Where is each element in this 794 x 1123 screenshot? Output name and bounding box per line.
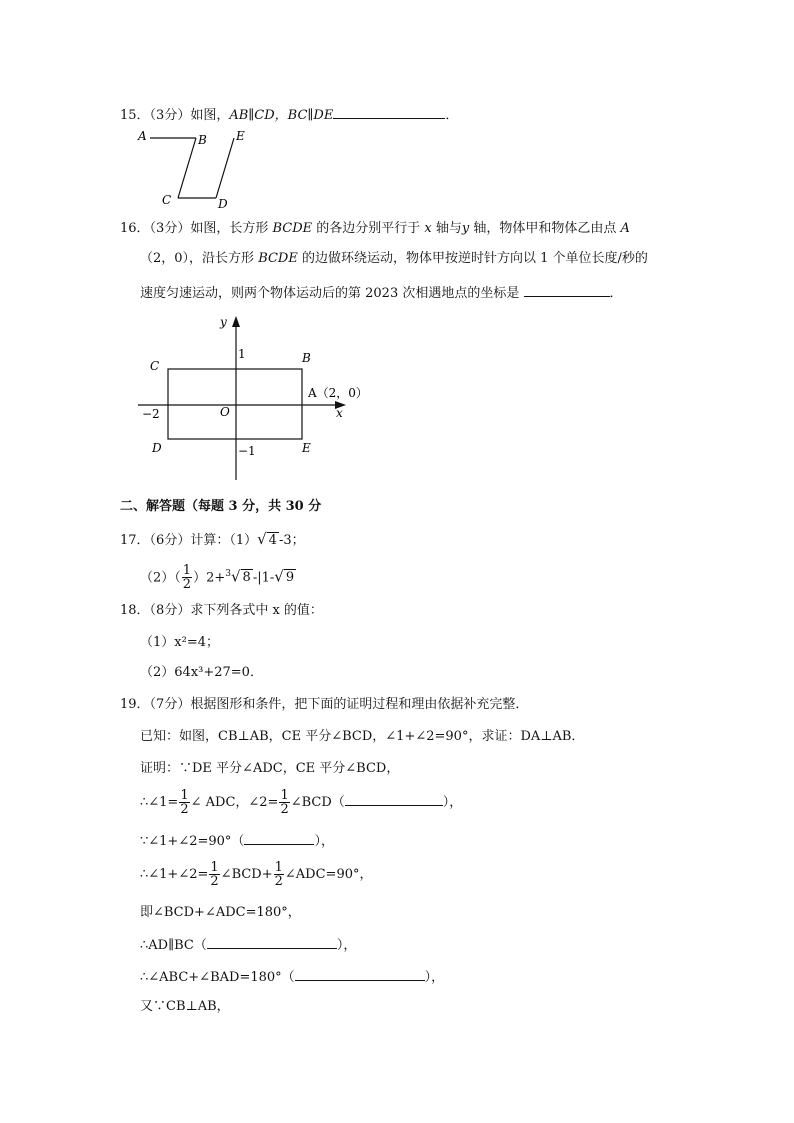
tick-neg2: −2 <box>142 407 160 421</box>
q19-blank-1[interactable] <box>345 791 443 806</box>
q17-line2: （2）（ $\frac{1}{2}$ ）2+$^3$√ 8 -|1-√ 9 <box>140 563 295 593</box>
segment-de <box>216 138 234 198</box>
q15-figure <box>130 126 250 212</box>
q18-part1: （1）x²=4； <box>140 635 219 650</box>
q19-line6: ∴∠ABC+∠BAD=180°（ ）， <box>140 966 444 987</box>
q19-line5: ∴AD∥BC（ ）， <box>140 934 356 955</box>
segment-bc <box>178 138 196 198</box>
q19-blank-4[interactable] <box>295 966 425 981</box>
label-d: D <box>218 197 228 211</box>
q16-answer-blank[interactable] <box>524 282 610 297</box>
tick-neg1: −1 <box>238 444 256 458</box>
label-e: E <box>302 441 311 455</box>
q19-line3: ∴∠1+∠2= $\frac{1}{2}$ ∠BCD+ $\frac{1}{2}$ ∠ADC=90°， <box>140 860 373 889</box>
q19-title: 19．（7分）根据图形和条件，把下面的证明过程和理由依据补充完整． <box>120 697 529 712</box>
q16-line2: （2，0），沿长方形 BCDE 的边做环绕运动，物体甲按逆时针方向以 1 个单位长度/秒的 <box>140 251 648 266</box>
tick-1: 1 <box>238 347 246 361</box>
q15-answer-blank[interactable] <box>333 104 445 119</box>
label-a-point: A（2，0） <box>308 386 368 400</box>
q19-line2: ∵∠1+∠2=90°（ ）， <box>140 830 334 851</box>
origin-label: O <box>220 405 230 419</box>
q19-line7: 又∵CB⊥AB， <box>140 999 230 1014</box>
q15-text: 15．（3分）如图，AB∥CD，BC∥DE ． <box>120 104 458 125</box>
q19-blank-2[interactable] <box>244 830 314 845</box>
q19-blank-3[interactable] <box>207 934 337 949</box>
label-c: C <box>150 359 160 373</box>
label-b: B <box>302 351 311 365</box>
q16-coordinate-figure <box>130 312 380 484</box>
q16-line1: 16．（3分）如图，长方形 BCDE 的各边分别平行于 x 轴与y 轴，物体甲和物体乙由点 A <box>120 221 630 236</box>
rectangle-bcde <box>168 369 302 439</box>
q17-line1: 17．（6分）计算：（1）√ 4 -3； <box>120 530 305 548</box>
q18-part2: （2）64x³+27=0． <box>140 665 263 680</box>
q19-given: 已知：如图，CB⊥AB，CE 平分∠BCD，∠1+∠2=90°，求证：DA⊥AB． <box>140 729 585 744</box>
section-2-heading: 二、解答题（每题 3 分，共 30 分 <box>120 499 322 514</box>
q19-line1: ∴∠1= $\frac{1}{2}$ ∠ ADC，∠2= $\frac{1}{2}$ ∠BCD（ ）， <box>140 788 463 817</box>
x-axis-label: x <box>336 406 343 420</box>
label-c: C <box>162 193 172 207</box>
q19-line4: 即∠BCD+∠ADC=180°， <box>140 905 301 920</box>
q19-proof-start: 证明：∵DE 平分∠ADC，CE 平分∠BCD， <box>140 761 400 776</box>
label-d: D <box>152 441 162 455</box>
label-a: A <box>138 129 147 143</box>
fraction-half: $\frac{1}{2}$ <box>182 563 192 593</box>
q18-title: 18．（8分）求下列各式中 x 的值： <box>120 603 323 618</box>
q16-line3: 速度匀速运动，则两个物体运动后的第 2023 次相遇地点的坐标是 ． <box>140 282 623 303</box>
y-axis-label: y <box>220 315 227 329</box>
y-axis-arrow <box>232 316 240 327</box>
label-e: E <box>236 129 245 143</box>
label-b: B <box>198 133 207 147</box>
